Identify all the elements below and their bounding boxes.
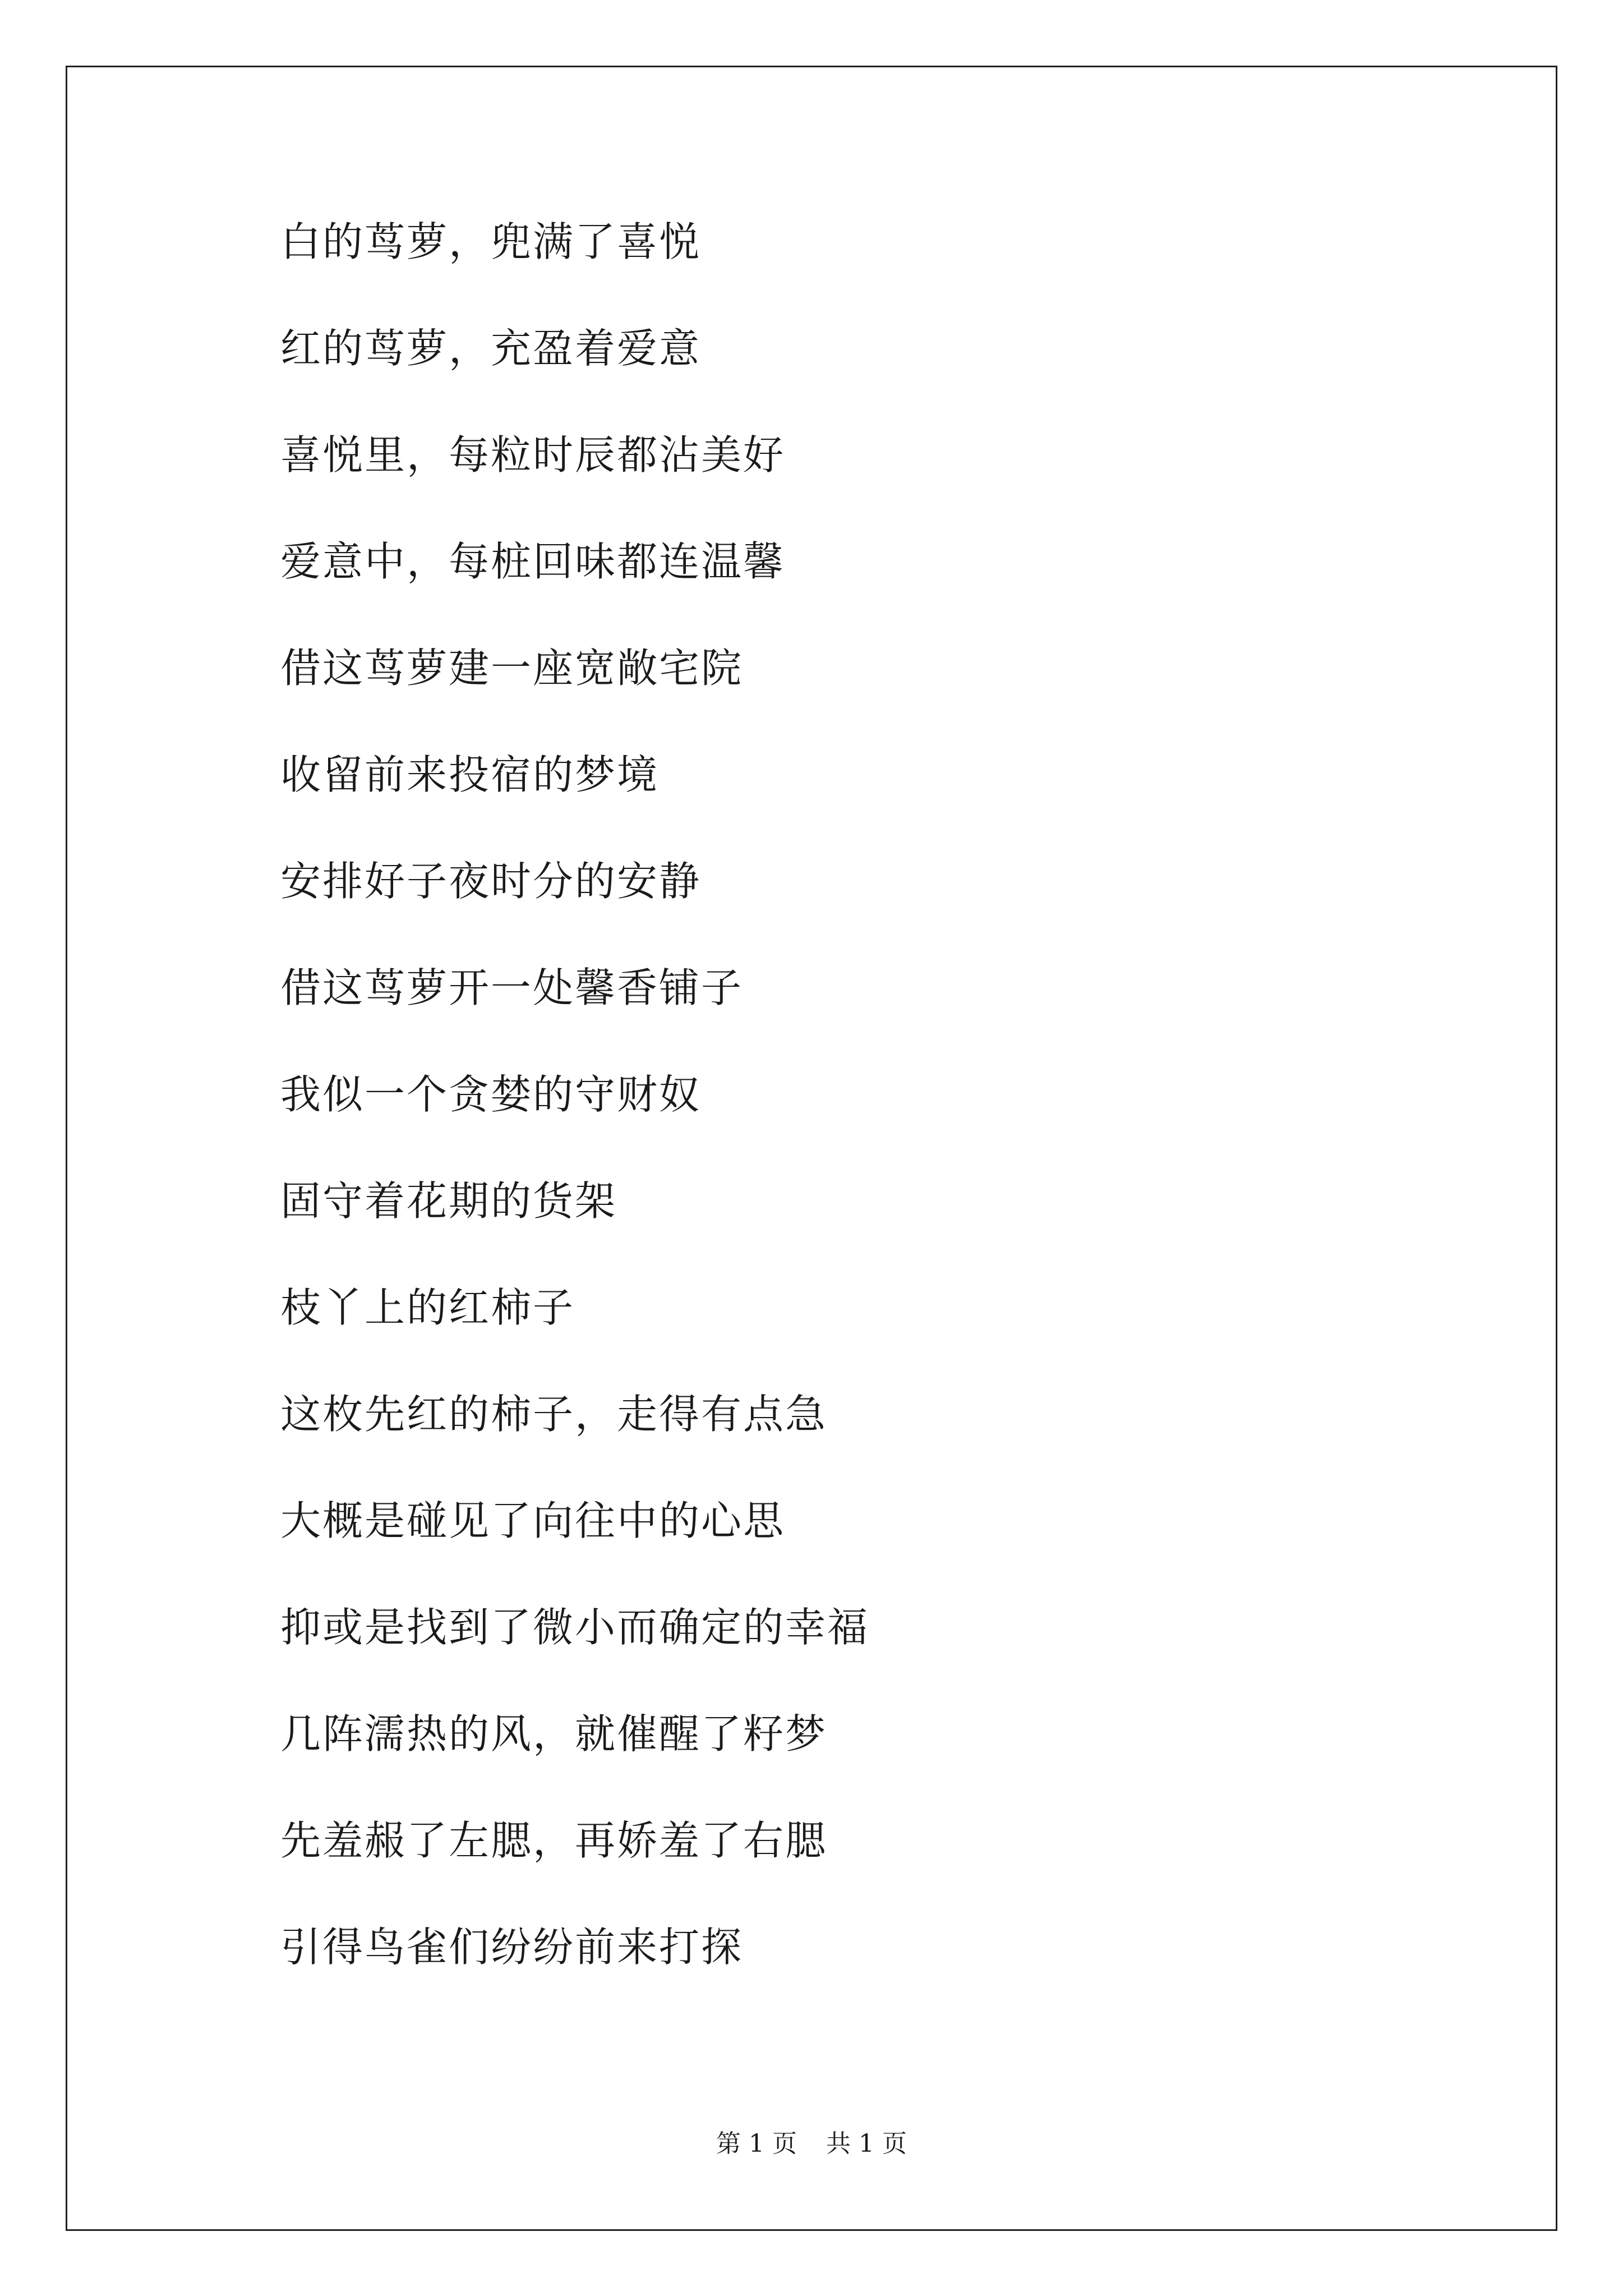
page-number-current: 第 1 页 — [716, 2129, 797, 2158]
poem-line: 红的茑萝，充盈着爱意 — [280, 325, 702, 372]
poem-line: 我似一个贪婪的守财奴 — [280, 1071, 702, 1118]
poem-line: 收留前来投宿的梦境 — [280, 751, 660, 798]
poem-line: 先羞赧了左腮，再娇羞了右腮 — [280, 1817, 828, 1864]
poem-line: 借这茑萝开一处馨香铺子 — [280, 964, 744, 1011]
poem-line: 引得鸟雀们纷纷前来打探 — [280, 1924, 744, 1971]
page-footer — [0, 2129, 1623, 2158]
poem-line: 这枚先红的柿子，走得有点急 — [280, 1391, 828, 1438]
poem-body — [280, 218, 870, 2033]
poem-line: 喜悦里，每粒时辰都沾美好 — [280, 431, 786, 478]
poem-line: 抑或是找到了微小而确定的幸福 — [280, 1604, 870, 1651]
poem-line: 枝丫上的红柿子 — [280, 1284, 575, 1331]
page-number-total: 共 1 页 — [826, 2129, 907, 2158]
poem-line: 固守着花期的货架 — [280, 1177, 617, 1225]
poem-line: 大概是碰见了向往中的心思 — [280, 1497, 786, 1544]
poem-line: 借这茑萝建一座宽敞宅院 — [280, 645, 744, 692]
poem-line: 爱意中，每桩回味都连温馨 — [280, 538, 786, 585]
poem-line: 几阵濡热的风，就催醒了籽梦 — [280, 1710, 828, 1757]
poem-line: 白的茑萝，兜满了喜悦 — [280, 218, 702, 265]
poem-line: 安排好子夜时分的安静 — [280, 858, 702, 905]
